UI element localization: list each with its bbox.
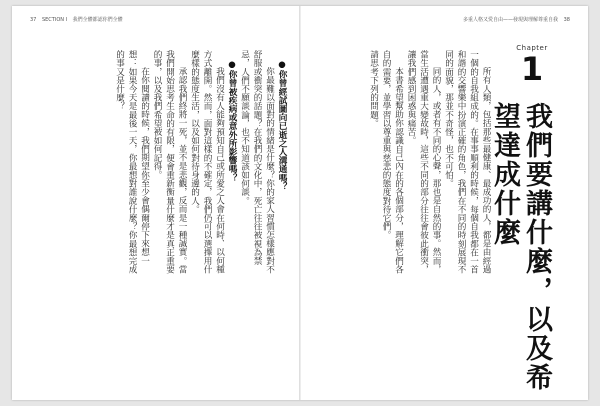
- section-title: 我們全體都認你們全體: [72, 17, 123, 23]
- question-line: ●你曾經試圖向已逝之人溝通嗎？: [277, 60, 287, 191]
- chapter-title: 我們要講什麼，以及希望達成什麼: [489, 102, 552, 392]
- book-title: 多重人格又愛自由——發現與理解尊重自我: [463, 17, 559, 23]
- body-paragraph: 請思考下列的問題。: [368, 50, 379, 128]
- body-paragraph: 同的人，或者有不同的心聲，那也是自然的事。然而，當生活遭遇重大變故時，這些不同的部分往往會彼此衝突，讓我們感到困惑與痛苦。: [406, 50, 441, 274]
- body-paragraph: 在你閱讀的時候，我們期望你至少會偶爾停下來想一想：如果今天是最後一天，你最想對誰說什麼？你最想完成的事又是什麼？: [114, 50, 150, 274]
- chapter-number: 1: [520, 50, 544, 88]
- right-page: [300, 6, 588, 400]
- body-paragraph: 所有人類，包括那些最健康、最成功的人，都是由經過一個的自我組成的。在事事順利的時候，每個自我都在一首和諧的交響樂中扮演正確的角色，我們在不同的時刻展現不同的面貌，那並不奇怪，也不可怕。: [443, 50, 491, 274]
- page-number-right: 38: [563, 17, 570, 23]
- left-body-text: [24, 50, 288, 282]
- chapter-label: Chapter: [516, 44, 548, 52]
- right-body-text: [326, 50, 492, 282]
- body-paragraph: 承認我們終將一死，並不是悲觀，反而是一種誠實。當我們開始思考生命的有限，便會重新衡量什麼才是真正重要的事，以及我們希望被如何記得。: [152, 50, 187, 274]
- section-label: SECTION I: [41, 17, 68, 23]
- body-paragraph: 你最難以面對的情緒是什麼？你的家人習慣怎樣應對不舒服或衝突的話題？在我們的文化中，死亡往往被視為禁忌，人們不願談論，也不知道該如何談。: [239, 50, 275, 274]
- page-number-left: 37: [30, 17, 37, 23]
- body-paragraph: 本書希望幫助你認識自己內在的各個部分，理解它們各自的需要，並學習以尊重與慈悲的態度對待它們。: [381, 50, 404, 274]
- question-line: ●你曾被疾病或意外所影響嗎？: [227, 60, 237, 183]
- left-page: [12, 6, 300, 400]
- book-spread: [12, 6, 588, 400]
- body-paragraph: 我們沒有人能夠預知自己或所愛之人會在何時、以何種方式離開。然而，面對這樣的不確定，我們仍可以選擇用什麼樣的態度生活，以及如何對待身邊的人。: [189, 50, 225, 274]
- chapter-heading: [508, 44, 556, 86]
- running-head-left: [26, 16, 127, 23]
- running-head-right: [463, 16, 574, 23]
